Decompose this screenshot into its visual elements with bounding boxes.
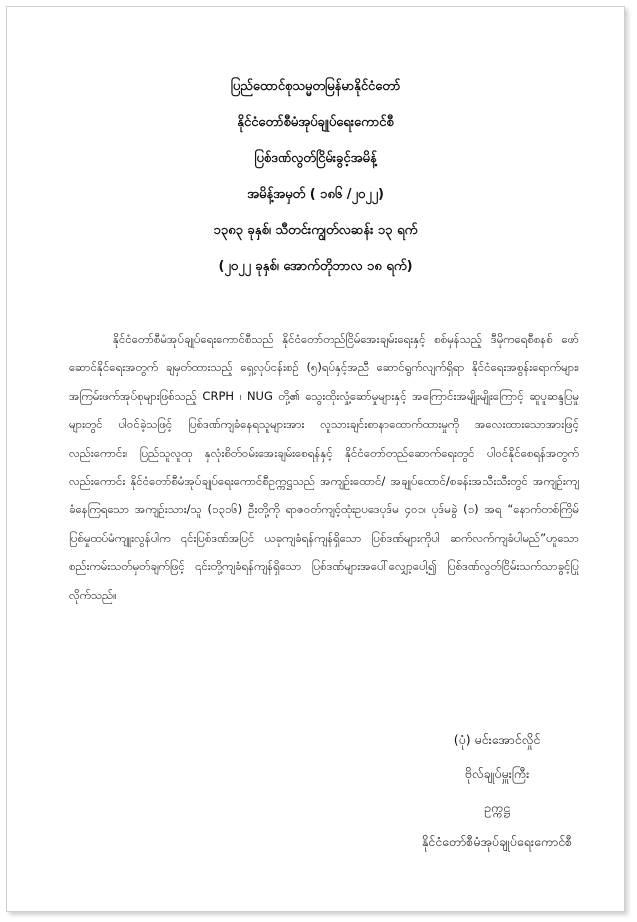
signatory-name: (ပုံ) မင်းအောင်လှိုင် (453, 732, 541, 747)
order-title: ပြစ်ဒဏ်လွတ်ငြိမ်းခွင့်အမိန့် (254, 151, 377, 166)
signature-block (387, 723, 607, 859)
body-paragraph: နိုင်ငံတော်စီမံအုပ်ချုပ်ရေးကောင်စီသည် နိုင်ငံတော်တည်ငြိမ်အေးချမ်းရေးနှင့် စစ်မှန်သည့် ဒီမိုကရေစီစနစ် ဖော်ဆောင်နိုင်ရေးအတွက် ချမှတ်ထားသည့် ရှေ့လုပ်ငန်းစဉ် (၅)ရပ်နှင့်အညီ ဆောင်ရွက်လျက်ရှိရာ နိုင်ငံရေးအစွန်းရောက်များ၊ အကြမ်းဖက်အုပ်စုများဖြစ်သည့် CRPH ၊ NUG တို့၏ သွေးထိုးလှုံ့ဆော်မှုများနှင့် အကြောင်းအမျိုးမျိုးကြောင့် ဆူပူဆန္ဒပြမှုများတွင် ပါဝင်ခဲ့သဖြင့် ပြစ်ဒဏ်ကျခံနေရသူများအား လူသားချင်းစာနာထောက်ထားမှုကို အလေးထားသောအားဖြင့် လည်းကောင်း၊ ပြည်သူလူထု နှလုံးစိတ်ဝမ်းအေးချမ်းစေရန်နှင့် နိုင်ငံတော်တည်ဆောက်ရေးတွင် ပါဝင်နိုင်စေရန်အတွက်လည်းကောင်း နိုင်ငံတော်စီမံအုပ်ချုပ်ရေးကောင်စီဥက္ကဋ္ဌသည် အကျဉ်းထောင်/ အချုပ်ထောင်/စခန်းအသီးသီးတွင် အကျဉ်းကျခံနေကြရသော အကျဉ်းသား/သူ (၁၃၁၆) ဦးတို့ကို ရာဇဝတ်ကျင့်ထုံးဥပဒေပုဒ်မ ၄၀၁၊ ပုဒ်မခွဲ (၁) အရ “နောက်တစ်ကြိမ်ပြစ်မှုထပ်မံကျူးလွန်ပါက ၎င်းပြစ်ဒဏ်အပြင် ယခုကျခံရန်ကျန်ရှိသော ပြစ်ဒဏ်များကိုပါ ဆက်လက်ကျခံပါမည်”ဟူသော စည်းကမ်းသတ်မှတ်ချက်ဖြင့် ၎င်းတို့ကျခံရန်ကျန်ရှိသော ပြစ်ဒဏ်များအပေါ်လျှော့ပေါ့၍ ပြစ်ဒဏ်လွတ်ငြိမ်းသက်သာခွင့်ပြုလိုက်သည်။ (69, 332, 579, 602)
order-body (69, 325, 579, 609)
myanmar-date: ၁၃၈၃ ခုနှစ်၊ သီတင်းကျွတ်လဆန်း ၁၃ ရက် (213, 223, 418, 238)
signatory-rank: ဗိုလ်ချုပ်မှူးကြီး (464, 766, 530, 781)
council-name: နိုင်ငံတော်စီမံအုပ်ချုပ်ရေးကောင်စီ (237, 115, 394, 130)
country-name: ပြည်ထောင်စုသမ္မတမြန်မာနိုင်ငံတော် (230, 79, 401, 94)
signatory-title: ဥက္ကဋ္ဌ (484, 800, 510, 815)
order-number: အမိန့်အမှတ် ( ၁၈၆ /၂၀၂၂) (247, 187, 384, 202)
gregorian-date: (၂၀၂၂ ခုနှစ်၊ အောက်တိုဘာလ ၁၈ ရက်) (218, 259, 413, 274)
document-page (6, 6, 625, 912)
signatory-organization: နိုင်ငံတော်စီမံအုပ်ချုပ်ရေးကောင်စီ (421, 834, 573, 849)
document-header (7, 69, 624, 285)
